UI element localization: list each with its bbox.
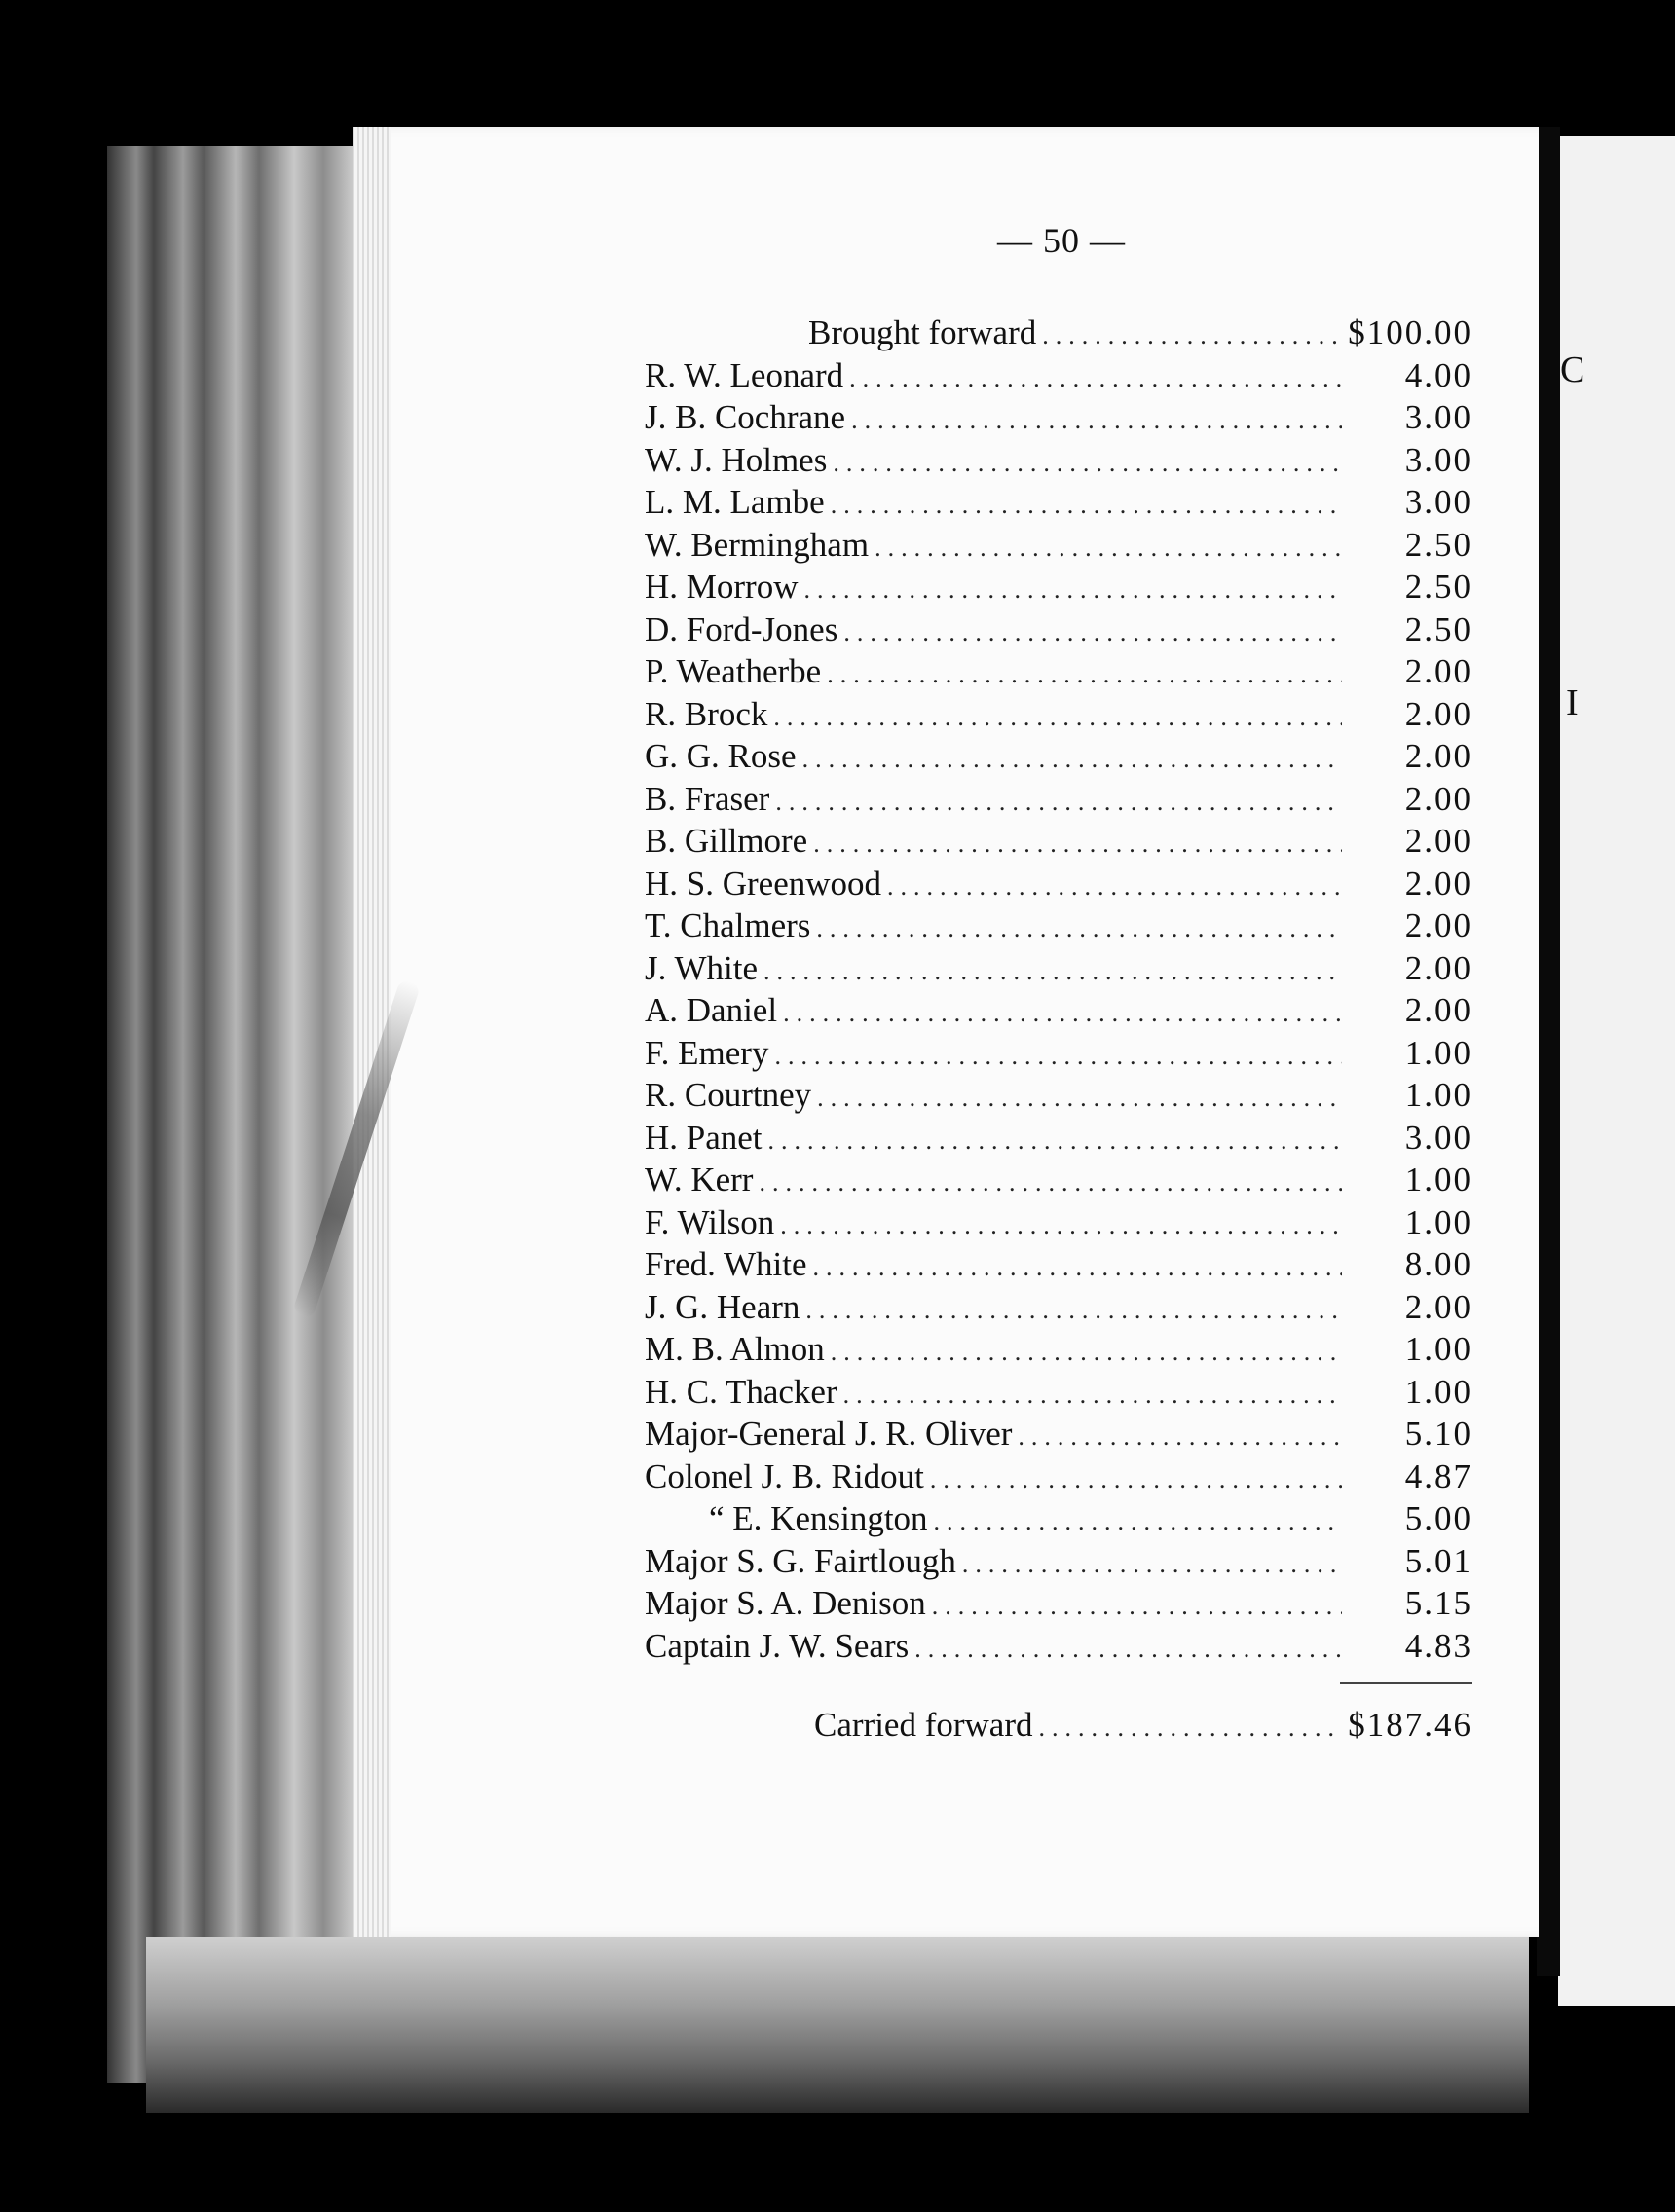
subscriber-name: F. Emery bbox=[645, 1033, 769, 1072]
dot-leader bbox=[831, 1338, 1342, 1367]
subscription-amount: 2.00 bbox=[1404, 991, 1472, 1029]
subscriber-name: W. Bermingham bbox=[645, 525, 870, 564]
dot-leader bbox=[780, 1211, 1342, 1240]
dot-leader bbox=[816, 914, 1342, 943]
dot-leader bbox=[803, 575, 1342, 605]
ledger-row bbox=[645, 906, 1472, 949]
dot-leader bbox=[805, 1296, 1342, 1325]
ledger-row bbox=[645, 1119, 1472, 1161]
ledger-row bbox=[645, 1415, 1472, 1457]
ledger-row bbox=[645, 1076, 1472, 1119]
carried-forward-label: Carried forward bbox=[814, 1706, 1033, 1744]
subscription-amount: 2.50 bbox=[1404, 568, 1472, 606]
subscription-amount: 2.00 bbox=[1404, 948, 1472, 987]
ledger-row bbox=[645, 1161, 1472, 1203]
subscriber-name: J. B. Cochrane bbox=[645, 398, 846, 436]
dot-leader bbox=[817, 1084, 1342, 1113]
ledger-row bbox=[645, 1627, 1472, 1670]
subscription-amount: 1.00 bbox=[1404, 1161, 1472, 1198]
ledger-row bbox=[645, 610, 1472, 653]
subscription-amount: 1.00 bbox=[1404, 1372, 1472, 1411]
total-rule bbox=[1340, 1682, 1472, 1684]
subscription-amount: 1.00 bbox=[1404, 1330, 1472, 1368]
subscriber-name: Captain J. W. Sears bbox=[645, 1626, 910, 1665]
ledger-entries bbox=[645, 356, 1472, 1670]
ledger-row bbox=[645, 568, 1472, 610]
dot-leader bbox=[813, 1253, 1342, 1282]
ledger-row bbox=[645, 1288, 1472, 1331]
ledger-row bbox=[645, 1542, 1472, 1585]
ledger-row bbox=[645, 398, 1472, 441]
dot-leader bbox=[813, 830, 1342, 859]
subscriber-name: T. Chalmers bbox=[645, 906, 811, 944]
ledger-row bbox=[645, 652, 1472, 695]
ledger-row bbox=[645, 1457, 1472, 1500]
dot-leader bbox=[827, 660, 1342, 689]
subscription-amount: 2.00 bbox=[1404, 906, 1472, 944]
subscriber-name: Major S. G. Fairtlough bbox=[645, 1541, 956, 1580]
subscriber-name: H. C. Thacker bbox=[645, 1372, 838, 1411]
dot-leader bbox=[773, 703, 1342, 732]
subscriber-name: H. S. Greenwood bbox=[645, 864, 882, 903]
subscription-amount: 2.50 bbox=[1404, 609, 1472, 648]
ledger-row bbox=[645, 865, 1472, 907]
dot-leader bbox=[851, 406, 1342, 435]
ledger-row bbox=[645, 356, 1472, 399]
ledger-row bbox=[645, 441, 1472, 484]
facing-page-letter: C bbox=[1560, 350, 1585, 390]
subscriber-name: W. J. Holmes bbox=[645, 440, 828, 479]
subscription-amount: 3.00 bbox=[1404, 1118, 1472, 1157]
dot-leader bbox=[1018, 1422, 1342, 1452]
subscriber-name: W. Kerr bbox=[645, 1161, 754, 1198]
dot-leader bbox=[768, 1126, 1342, 1156]
subscriber-name: D. Ford-Jones bbox=[645, 609, 838, 648]
subscription-amount: 1.00 bbox=[1404, 1202, 1472, 1241]
subscriber-name: B. Gillmore bbox=[645, 822, 808, 860]
dot-leader bbox=[775, 788, 1342, 817]
dot-leader bbox=[887, 872, 1342, 902]
ledger-row bbox=[645, 526, 1472, 569]
subscriber-name: R. W. Leonard bbox=[645, 355, 844, 394]
subscriber-name: A. Daniel bbox=[645, 991, 778, 1029]
subscriber-name: B. Fraser bbox=[645, 779, 770, 818]
ledger-row bbox=[645, 1203, 1472, 1246]
subscription-amount: 3.00 bbox=[1404, 440, 1472, 479]
gutter-shadow bbox=[1537, 127, 1560, 1976]
dot-leader bbox=[930, 1465, 1342, 1494]
ledger-row bbox=[645, 1245, 1472, 1288]
ledger-row bbox=[645, 1034, 1472, 1077]
subscription-amount: 5.00 bbox=[1404, 1499, 1472, 1537]
ledger-row bbox=[645, 695, 1472, 738]
ledger-row bbox=[645, 1499, 1472, 1542]
ledger-row bbox=[645, 1373, 1472, 1416]
subscriber-name: J. White bbox=[645, 948, 759, 987]
dot-leader bbox=[774, 1042, 1342, 1071]
dot-leader bbox=[849, 364, 1342, 393]
dot-leader bbox=[759, 1168, 1342, 1198]
subscription-amount: 2.50 bbox=[1404, 525, 1472, 564]
subscriber-name: F. Wilson bbox=[645, 1202, 775, 1241]
subscription-amount: 3.00 bbox=[1404, 398, 1472, 436]
subscriber-name: Fred. White bbox=[645, 1245, 807, 1283]
ledger-row bbox=[645, 1330, 1472, 1373]
dot-leader bbox=[763, 957, 1342, 986]
dot-leader bbox=[783, 999, 1342, 1028]
facing-page-letter: I bbox=[1566, 682, 1579, 723]
dot-leader bbox=[875, 534, 1342, 563]
subscriber-name: Major-General J. R. Oliver bbox=[645, 1415, 1013, 1453]
subscriber-name: Colonel J. B. Ridout bbox=[645, 1456, 924, 1495]
subscriber-name: P. Weatherbe bbox=[645, 652, 822, 690]
carried-forward-row bbox=[645, 1706, 1472, 1749]
brought-forward-row bbox=[645, 313, 1472, 356]
ledger-row bbox=[645, 483, 1472, 526]
dot-leader bbox=[843, 1381, 1342, 1410]
subscriber-name: R. Brock bbox=[645, 694, 768, 733]
subscription-ledger bbox=[645, 313, 1472, 1749]
subscription-amount: 5.15 bbox=[1404, 1584, 1472, 1622]
dot-leader bbox=[932, 1592, 1342, 1621]
subscription-amount: 8.00 bbox=[1404, 1245, 1472, 1283]
subscription-amount: 2.00 bbox=[1404, 737, 1472, 775]
subscriber-name: H. Morrow bbox=[645, 568, 799, 606]
dot-leader bbox=[914, 1635, 1342, 1664]
subscriber-name: “ E. Kensington bbox=[709, 1499, 928, 1537]
subscription-amount: 4.83 bbox=[1404, 1626, 1472, 1665]
page-number: — 50 — bbox=[997, 221, 1126, 260]
ledger-row bbox=[645, 737, 1472, 780]
subscriber-name: Major S. A. Denison bbox=[645, 1584, 926, 1622]
subscription-amount: 2.00 bbox=[1404, 864, 1472, 903]
subscription-amount: 5.10 bbox=[1404, 1415, 1472, 1453]
subscription-amount: 3.00 bbox=[1404, 483, 1472, 521]
dot-leader bbox=[962, 1550, 1342, 1579]
dot-leader bbox=[1042, 321, 1342, 350]
subscription-amount: 2.00 bbox=[1404, 652, 1472, 690]
dot-leader bbox=[833, 449, 1342, 478]
subscription-amount: 2.00 bbox=[1404, 779, 1472, 818]
subscription-amount: 4.87 bbox=[1404, 1456, 1472, 1495]
subscription-amount: 2.00 bbox=[1404, 1287, 1472, 1326]
ledger-row bbox=[645, 780, 1472, 823]
page-bottom-edges bbox=[146, 1937, 1529, 2113]
ledger-row bbox=[645, 991, 1472, 1034]
subscriber-name: L. M. Lambe bbox=[645, 483, 825, 521]
carried-forward-amount: $187.46 bbox=[1348, 1706, 1472, 1744]
ledger-row bbox=[645, 949, 1472, 992]
dot-leader bbox=[934, 1507, 1342, 1536]
ledger-row bbox=[645, 822, 1472, 865]
dot-leader bbox=[802, 745, 1342, 774]
subscription-amount: 1.00 bbox=[1404, 1033, 1472, 1072]
subscription-amount: 2.00 bbox=[1404, 694, 1472, 733]
subscription-amount: 2.00 bbox=[1404, 822, 1472, 860]
dot-leader bbox=[831, 491, 1342, 520]
subscription-amount: 4.00 bbox=[1404, 355, 1472, 394]
dot-leader bbox=[843, 618, 1342, 647]
brought-forward-label: Brought forward bbox=[808, 313, 1037, 351]
subscriber-name: G. G. Rose bbox=[645, 737, 797, 775]
subscriber-name: H. Panet bbox=[645, 1118, 763, 1157]
brought-forward-amount: $100.00 bbox=[1348, 313, 1472, 351]
dot-leader bbox=[1038, 1714, 1342, 1743]
subscriber-name: J. G. Hearn bbox=[645, 1287, 800, 1326]
subscriber-name: M. B. Almon bbox=[645, 1330, 825, 1368]
subscription-amount: 1.00 bbox=[1404, 1076, 1472, 1114]
ledger-row bbox=[645, 1584, 1472, 1627]
subscription-amount: 5.01 bbox=[1404, 1541, 1472, 1580]
subscriber-name: R. Courtney bbox=[645, 1076, 812, 1114]
facing-page-edge bbox=[1558, 136, 1675, 2006]
